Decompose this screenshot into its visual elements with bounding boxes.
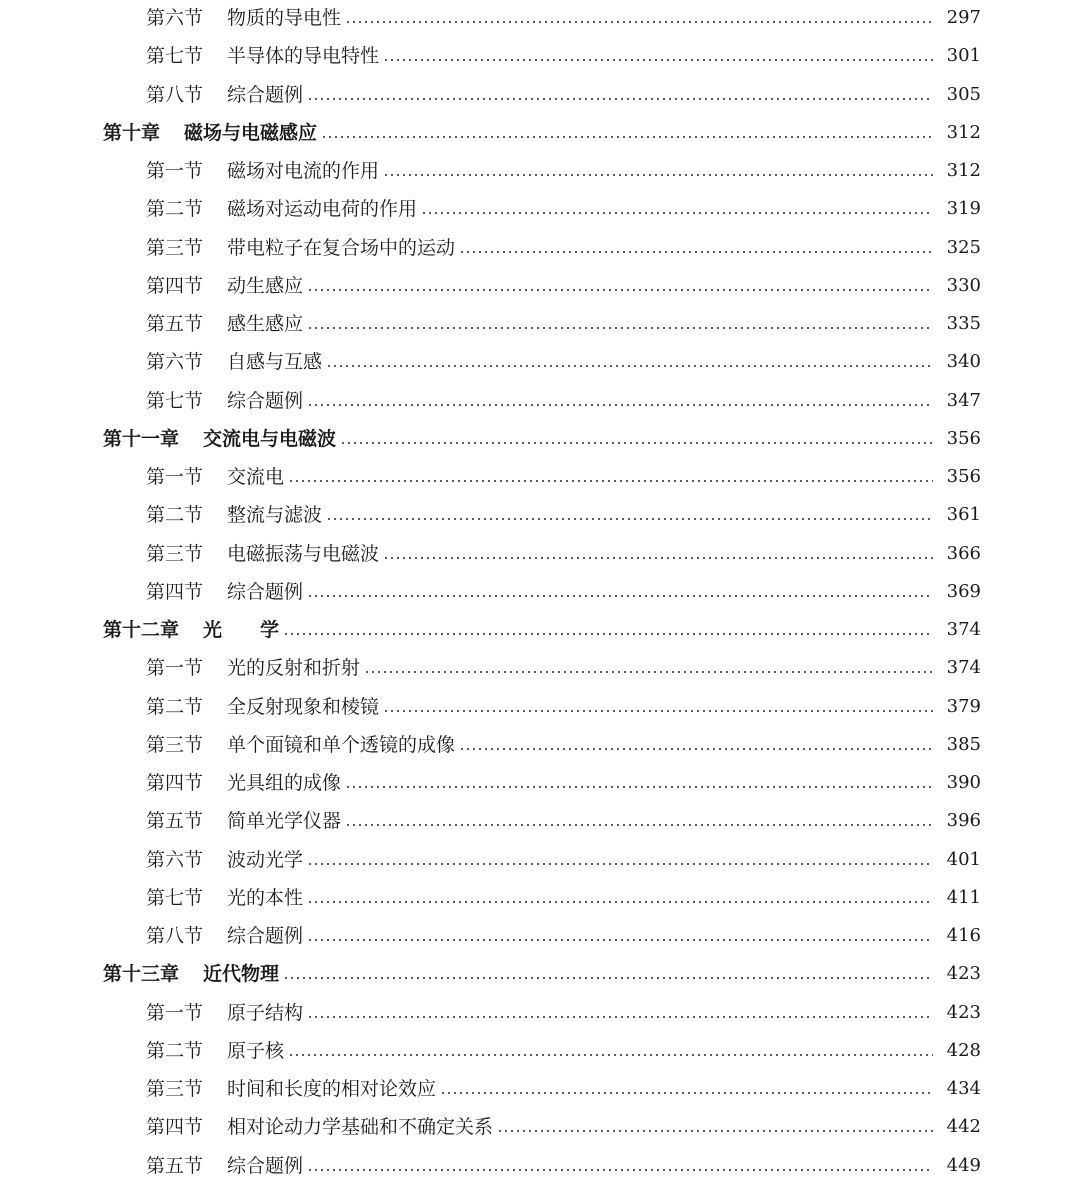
section-title: 磁场对电流的作用 (227, 160, 380, 182)
dot-leader (307, 404, 933, 406)
section-title: 相对论动力学基础和不确定关系 (227, 1116, 494, 1139)
page-number: 330 (946, 274, 981, 296)
dot-leader (288, 480, 933, 482)
toc-section-row (0, 879, 1080, 917)
section-title: 波动光学 (227, 848, 304, 871)
dot-leader (440, 1092, 933, 1094)
dot-leader (307, 1016, 933, 1018)
section-title: 光的反射和折射 (227, 657, 361, 680)
page-number: 340 (946, 351, 981, 373)
dot-leader (307, 901, 933, 903)
section-number: 第二节 (146, 695, 204, 718)
toc-section-row (0, 1108, 1080, 1146)
page-number: 428 (946, 1039, 981, 1061)
section-title: 带电粒子在复合场中的运动 (227, 236, 456, 259)
section-number: 第八节 (146, 925, 204, 947)
toc-section-row (0, 458, 1080, 496)
section-title: 动生感应 (227, 274, 304, 297)
toc-section-row (0, 1070, 1080, 1108)
section-number: 第一节 (146, 1001, 204, 1024)
dot-leader (383, 557, 933, 559)
dot-leader (345, 824, 933, 826)
page-number: 305 (946, 83, 981, 105)
dot-leader (307, 863, 933, 865)
page-number: 442 (946, 1116, 981, 1138)
section-title: 综合题例 (227, 580, 304, 603)
chapter-title: 磁场与电磁感应 (184, 121, 318, 144)
section-number: 第四节 (146, 580, 204, 603)
section-number: 第四节 (146, 274, 204, 297)
toc-section-row (0, 152, 1080, 190)
dot-leader (307, 1169, 933, 1171)
page-number: 449 (946, 1154, 981, 1176)
section-number: 第三节 (146, 1078, 204, 1100)
toc-section-row (0, 649, 1080, 687)
page-number: 312 (946, 121, 981, 143)
page-number: 385 (946, 733, 981, 755)
section-title: 磁场对运动电荷的作用 (227, 198, 418, 221)
page-number: 297 (946, 7, 981, 28)
toc-section-row (0, 802, 1080, 840)
page-number: 390 (946, 772, 981, 793)
toc-section-row (0, 190, 1080, 228)
section-title: 全反射现象和棱镜 (227, 695, 380, 718)
dot-leader (283, 633, 933, 635)
toc-section-row (0, 0, 1080, 37)
section-title: 原子核 (227, 1039, 285, 1062)
section-number: 第五节 (146, 1154, 204, 1177)
dot-leader (326, 518, 933, 520)
toc-section-row (0, 267, 1080, 305)
dot-leader (326, 365, 933, 367)
page-number: 361 (946, 504, 981, 526)
dot-leader (383, 174, 933, 176)
dot-leader (307, 939, 933, 941)
dot-leader (421, 212, 933, 214)
section-number: 第三节 (146, 236, 204, 259)
dot-leader (307, 595, 933, 597)
toc-section-row (0, 229, 1080, 267)
chapter-number: 第十一章 (103, 427, 180, 450)
toc-section-row (0, 76, 1080, 114)
dot-leader (459, 748, 933, 750)
section-number: 第五节 (146, 313, 204, 335)
page-number: 396 (946, 810, 981, 832)
page-number: 423 (946, 1001, 981, 1023)
toc-section-row (0, 1147, 1080, 1185)
section-number: 第二节 (146, 198, 204, 221)
section-number: 第六节 (146, 848, 204, 871)
toc-section-row (0, 917, 1080, 955)
page-number: 319 (946, 198, 981, 220)
section-number: 第八节 (146, 83, 204, 106)
page-number: 379 (946, 695, 981, 717)
section-title: 单个面镜和单个透镜的成像 (227, 733, 456, 756)
section-title: 简单光学仪器 (227, 810, 342, 833)
dot-leader (283, 977, 933, 979)
section-title: 光具组的成像 (227, 772, 342, 794)
toc-chapter-row (0, 611, 1080, 649)
dot-leader (383, 710, 933, 712)
section-title: 交流电 (227, 466, 285, 488)
toc-section-row (0, 764, 1080, 802)
section-title: 综合题例 (227, 925, 304, 947)
section-title: 综合题例 (227, 1154, 304, 1177)
section-number: 第四节 (146, 772, 204, 794)
section-number: 第二节 (146, 504, 204, 527)
page-number: 369 (946, 580, 981, 602)
toc-section-row (0, 1032, 1080, 1070)
toc-section-row (0, 37, 1080, 75)
toc-section-row (0, 382, 1080, 420)
dot-leader (459, 251, 933, 253)
section-title: 综合题例 (227, 389, 304, 412)
toc-section-row (0, 496, 1080, 534)
chapter-title: 光 学 (203, 619, 280, 641)
chapter-title: 近代物理 (203, 963, 280, 986)
section-number: 第七节 (146, 886, 204, 909)
dot-leader (340, 442, 933, 444)
dot-leader (307, 327, 933, 329)
chapter-number: 第十二章 (103, 619, 180, 641)
page-number: 366 (946, 542, 981, 564)
page-number: 434 (946, 1078, 981, 1099)
section-number: 第五节 (146, 810, 204, 833)
page-number: 335 (946, 313, 981, 334)
dot-leader (383, 59, 933, 61)
toc-section-row (0, 305, 1080, 343)
dot-leader (345, 21, 933, 23)
chapter-number: 第十三章 (103, 963, 180, 986)
section-number: 第七节 (146, 45, 204, 68)
page-number: 356 (946, 466, 981, 487)
toc-section-row (0, 535, 1080, 573)
page-number: 416 (946, 925, 981, 946)
dot-leader (307, 289, 933, 291)
section-number: 第一节 (146, 657, 204, 680)
dot-leader (307, 98, 933, 100)
section-number: 第三节 (146, 542, 204, 565)
page-number: 325 (946, 236, 981, 258)
section-number: 第三节 (146, 733, 204, 756)
section-number: 第七节 (146, 389, 204, 412)
page-number: 301 (946, 45, 981, 67)
toc-section-row (0, 841, 1080, 879)
dot-leader (364, 671, 933, 673)
section-title: 原子结构 (227, 1001, 304, 1024)
page-number: 312 (946, 160, 981, 181)
page-number: 423 (946, 963, 981, 985)
toc-section-row (0, 994, 1080, 1032)
toc-chapter-row (0, 955, 1080, 993)
toc-section-row (0, 573, 1080, 611)
page-number: 411 (946, 886, 981, 908)
toc-section-row (0, 726, 1080, 764)
chapter-number: 第十章 (103, 121, 161, 144)
section-title: 时间和长度的相对论效应 (227, 1078, 437, 1100)
section-number: 第六节 (146, 351, 204, 374)
section-title: 光的本性 (227, 886, 304, 909)
section-title: 感生感应 (227, 313, 304, 335)
section-title: 半导体的导电特性 (227, 45, 380, 68)
dot-leader (321, 136, 933, 138)
toc-section-row (0, 343, 1080, 381)
section-number: 第一节 (146, 466, 204, 488)
section-number: 第一节 (146, 160, 204, 182)
section-title: 整流与滤波 (227, 504, 323, 527)
section-title: 自感与互感 (227, 351, 323, 374)
page-number: 356 (946, 427, 981, 449)
page-number: 374 (946, 619, 981, 640)
toc-chapter-row (0, 420, 1080, 458)
dot-leader (345, 786, 933, 788)
section-title: 电磁振荡与电磁波 (227, 542, 380, 565)
section-number: 第二节 (146, 1039, 204, 1062)
page-number: 347 (946, 389, 981, 411)
page-number: 374 (946, 657, 981, 679)
section-number: 第四节 (146, 1116, 204, 1139)
dot-leader (497, 1130, 933, 1132)
chapter-title: 交流电与电磁波 (203, 427, 337, 450)
toc-chapter-row (0, 114, 1080, 152)
section-title: 物质的导电性 (227, 7, 342, 29)
section-number: 第六节 (146, 7, 204, 29)
page-number: 401 (946, 848, 981, 870)
dot-leader (288, 1054, 933, 1056)
section-title: 综合题例 (227, 83, 304, 106)
toc-section-row (0, 688, 1080, 726)
